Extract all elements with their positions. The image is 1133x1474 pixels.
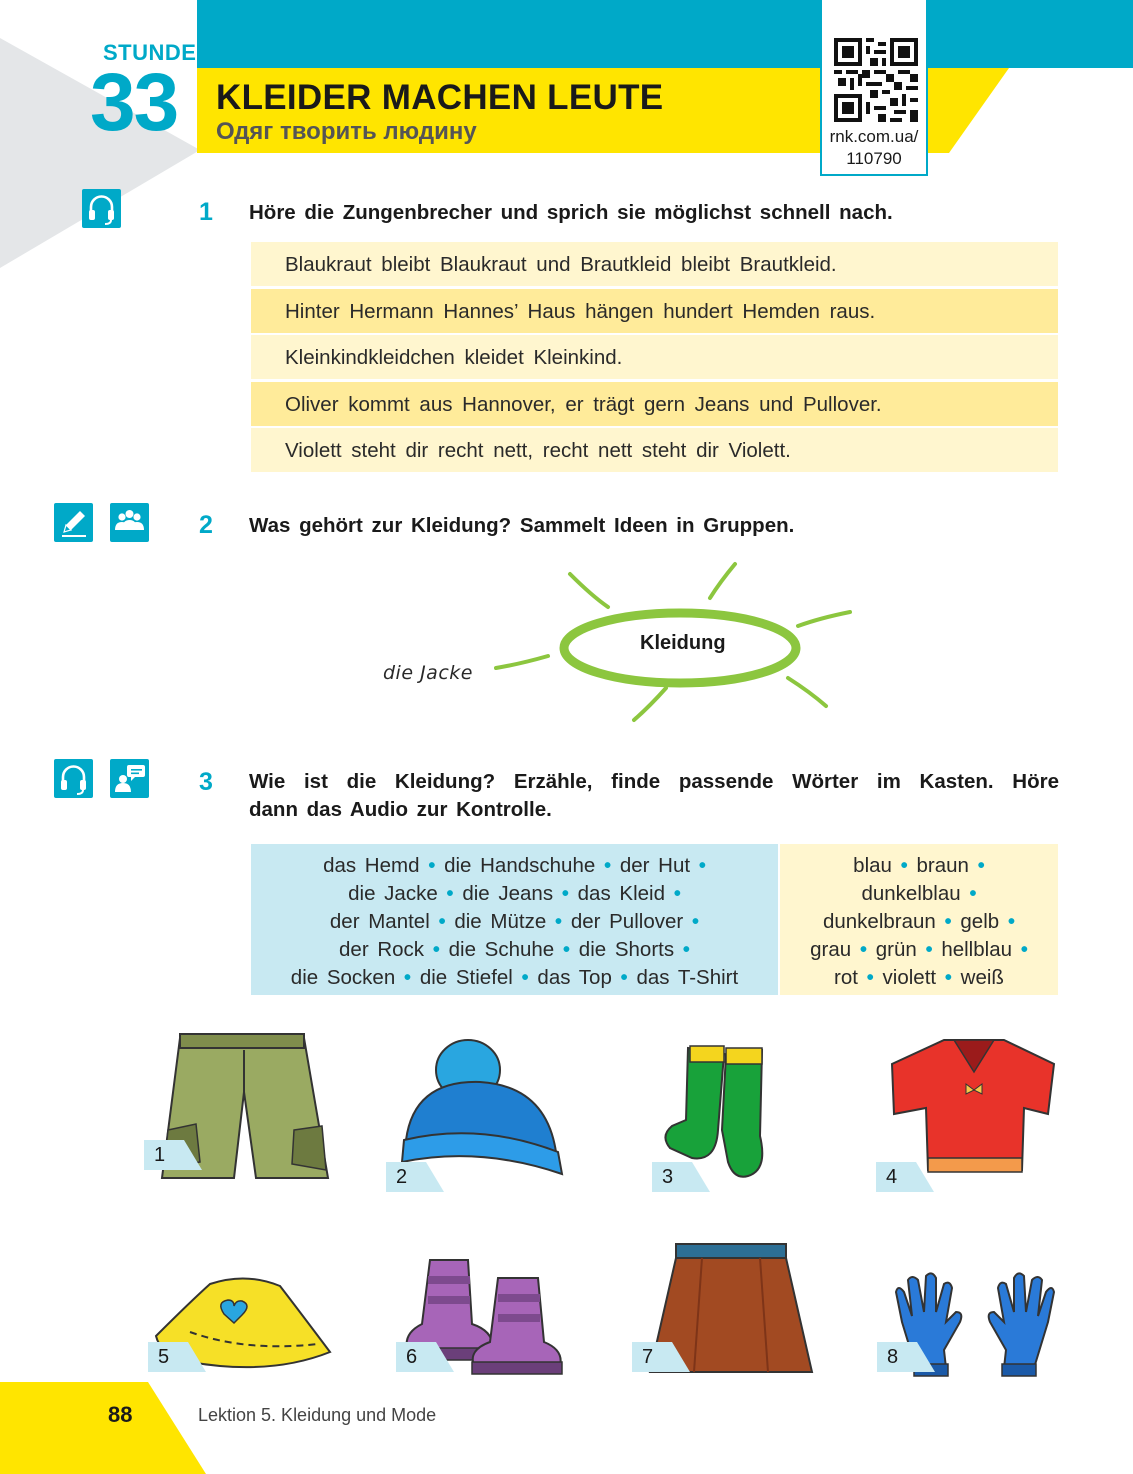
- bullet-separator: •: [424, 938, 449, 961]
- bullet-separator: •: [512, 966, 538, 989]
- bullet-separator: •: [1012, 938, 1028, 961]
- bullet-separator: •: [674, 938, 690, 961]
- mindmap-center-label: Kleidung: [640, 632, 726, 654]
- clothes-word: der Hut: [619, 854, 691, 877]
- header-top-bar: [197, 0, 1133, 68]
- bullet-separator: •: [960, 882, 977, 905]
- bullet-separator: •: [935, 910, 961, 933]
- qr-url-line2: 110790: [846, 149, 902, 168]
- bullet-separator: •: [437, 882, 463, 905]
- task-number: 3: [199, 768, 213, 796]
- word-line: [251, 936, 778, 964]
- qr-code-box[interactable]: [820, 0, 928, 176]
- lesson-label: STUNDE: [103, 40, 197, 65]
- clothes-word: der Mantel: [329, 910, 430, 933]
- color-word: dunkelbraun: [822, 910, 936, 933]
- page-number: 88: [108, 1402, 133, 1427]
- pencil-icon[interactable]: [54, 503, 93, 542]
- picture-number: 4: [886, 1166, 898, 1188]
- tongue-twister-row: Blaukraut bleibt Blaukraut und Brautkleid bleibt Brautkleid.: [251, 242, 1058, 286]
- picture-number-tag: [396, 1342, 454, 1372]
- bullet-separator: •: [968, 854, 985, 877]
- clothes-word: die Schuhe: [448, 938, 555, 961]
- task-instruction-line2: dann das Audio zur Kontrolle.: [249, 798, 552, 821]
- picture-number-tag: [652, 1162, 710, 1192]
- mindmap: [380, 560, 860, 730]
- color-word: dunkelblau: [861, 882, 961, 905]
- bullet-separator: •: [546, 910, 571, 933]
- clothes-word: die Jeans: [462, 882, 554, 905]
- clothes-word: die Socken: [290, 966, 396, 989]
- picture-number: 8: [887, 1346, 899, 1368]
- clothes-word: das Kleid: [577, 882, 665, 905]
- task-number: 1: [199, 198, 213, 226]
- mindmap-example-word: die Jacke: [383, 662, 473, 684]
- color-word: grau: [810, 938, 852, 961]
- bullet-separator: •: [611, 966, 637, 989]
- clothes-word: die Stiefel: [419, 966, 513, 989]
- bullet-separator: •: [857, 966, 883, 989]
- bullet-separator: •: [419, 854, 445, 877]
- picture-number-tag: [148, 1342, 206, 1372]
- qr-url-line1: rnk.com.ua/: [829, 127, 919, 146]
- tshirt-picture[interactable]: [888, 1034, 1060, 1182]
- clothes-word: das Hemd: [323, 854, 420, 877]
- bullet-separator: •: [429, 910, 455, 933]
- picture-number: 7: [642, 1346, 654, 1368]
- clothes-word: das T-Shirt: [636, 966, 739, 989]
- picture-number-tag: [386, 1162, 444, 1192]
- color-word: gelb: [960, 910, 1000, 933]
- color-word: weiß: [960, 966, 1004, 989]
- bullet-separator: •: [936, 966, 961, 989]
- picture-number: 3: [662, 1166, 674, 1188]
- bullet-separator: •: [395, 966, 420, 989]
- color-word-box: [780, 844, 1058, 995]
- color-word: rot: [834, 966, 858, 989]
- lesson-number: 33: [90, 57, 178, 148]
- word-line: [780, 880, 1058, 908]
- clothes-word: die Mütze: [454, 910, 547, 933]
- word-line: [251, 964, 778, 992]
- footer-lesson-title: Lektion 5. Kleidung und Mode: [198, 1405, 437, 1425]
- tongue-twister-row: Oliver kommt aus Hannover, er trägt gern Jeans und Pullover.: [251, 382, 1058, 426]
- bullet-separator: •: [891, 854, 917, 877]
- picture-number: 1: [154, 1144, 166, 1166]
- clothes-word: der Rock: [339, 938, 425, 961]
- bullet-separator: •: [553, 882, 578, 905]
- footer-yellow-shape: [0, 1382, 210, 1474]
- color-word: braun: [916, 854, 969, 877]
- tongue-twister-row: Kleinkindkleidchen kleidet Kleinkind.: [251, 335, 1058, 379]
- word-line: [780, 964, 1058, 992]
- bullet-separator: •: [916, 938, 942, 961]
- speech-icon[interactable]: [110, 759, 149, 798]
- word-line: [780, 936, 1058, 964]
- picture-number: 5: [158, 1346, 170, 1368]
- color-word: grün: [875, 938, 917, 961]
- qr-url[interactable]: [822, 126, 926, 170]
- headphones-icon[interactable]: [82, 189, 121, 228]
- headphones-icon[interactable]: [54, 759, 93, 798]
- picture-number: 2: [396, 1166, 408, 1188]
- bullet-separator: •: [683, 910, 700, 933]
- picture-number: 6: [406, 1346, 418, 1368]
- color-word: blau: [853, 854, 892, 877]
- tongue-twister-table: [251, 242, 1058, 475]
- picture-number-tag: [144, 1140, 202, 1170]
- task-instruction-line1: Wie ist die Kleidung? Erzähle, finde passende Wörter im Kasten. Höre: [249, 770, 1059, 793]
- word-line: [251, 852, 778, 880]
- picture-number-tag: [876, 1162, 934, 1192]
- picture-number-tag: [632, 1342, 690, 1372]
- word-line: [251, 880, 778, 908]
- bullet-separator: •: [554, 938, 579, 961]
- clothes-word: die Handschuhe: [444, 854, 596, 877]
- bullet-separator: •: [595, 854, 620, 877]
- color-word: hellblau: [941, 938, 1012, 961]
- clothes-word-box: [251, 844, 778, 995]
- bullet-separator: •: [999, 910, 1016, 933]
- page-subtitle: Одяг творить людину: [216, 118, 477, 145]
- word-line: [780, 908, 1058, 936]
- task-instruction: Höre die Zungenbrecher und sprich sie möglichst schnell nach.: [249, 201, 893, 224]
- bullet-separator: •: [690, 854, 706, 877]
- task-number: 2: [199, 511, 213, 539]
- word-line: [251, 908, 778, 936]
- mindmap-rays: [380, 560, 860, 730]
- clothes-word: die Shorts: [578, 938, 675, 961]
- color-word: violett: [882, 966, 937, 989]
- clothes-word: der Pullover: [570, 910, 684, 933]
- word-line: [780, 852, 1058, 880]
- page-title: KLEIDER MACHEN LEUTE: [216, 78, 664, 117]
- group-icon[interactable]: [110, 503, 149, 542]
- bullet-separator: •: [851, 938, 876, 961]
- qr-code-icon: [834, 38, 918, 122]
- bullet-separator: •: [665, 882, 681, 905]
- clothes-word: das Top: [537, 966, 612, 989]
- tongue-twister-row: Hinter Hermann Hannes’ Haus hängen hundert Hemden raus.: [251, 289, 1058, 333]
- tongue-twister-row: Violett steht dir recht nett, recht nett steht dir Violett.: [251, 428, 1058, 472]
- clothes-word: die Jacke: [348, 882, 438, 905]
- picture-number-tag: [877, 1342, 935, 1372]
- task-instruction: Was gehört zur Kleidung? Sammelt Ideen in Gruppen.: [249, 514, 795, 537]
